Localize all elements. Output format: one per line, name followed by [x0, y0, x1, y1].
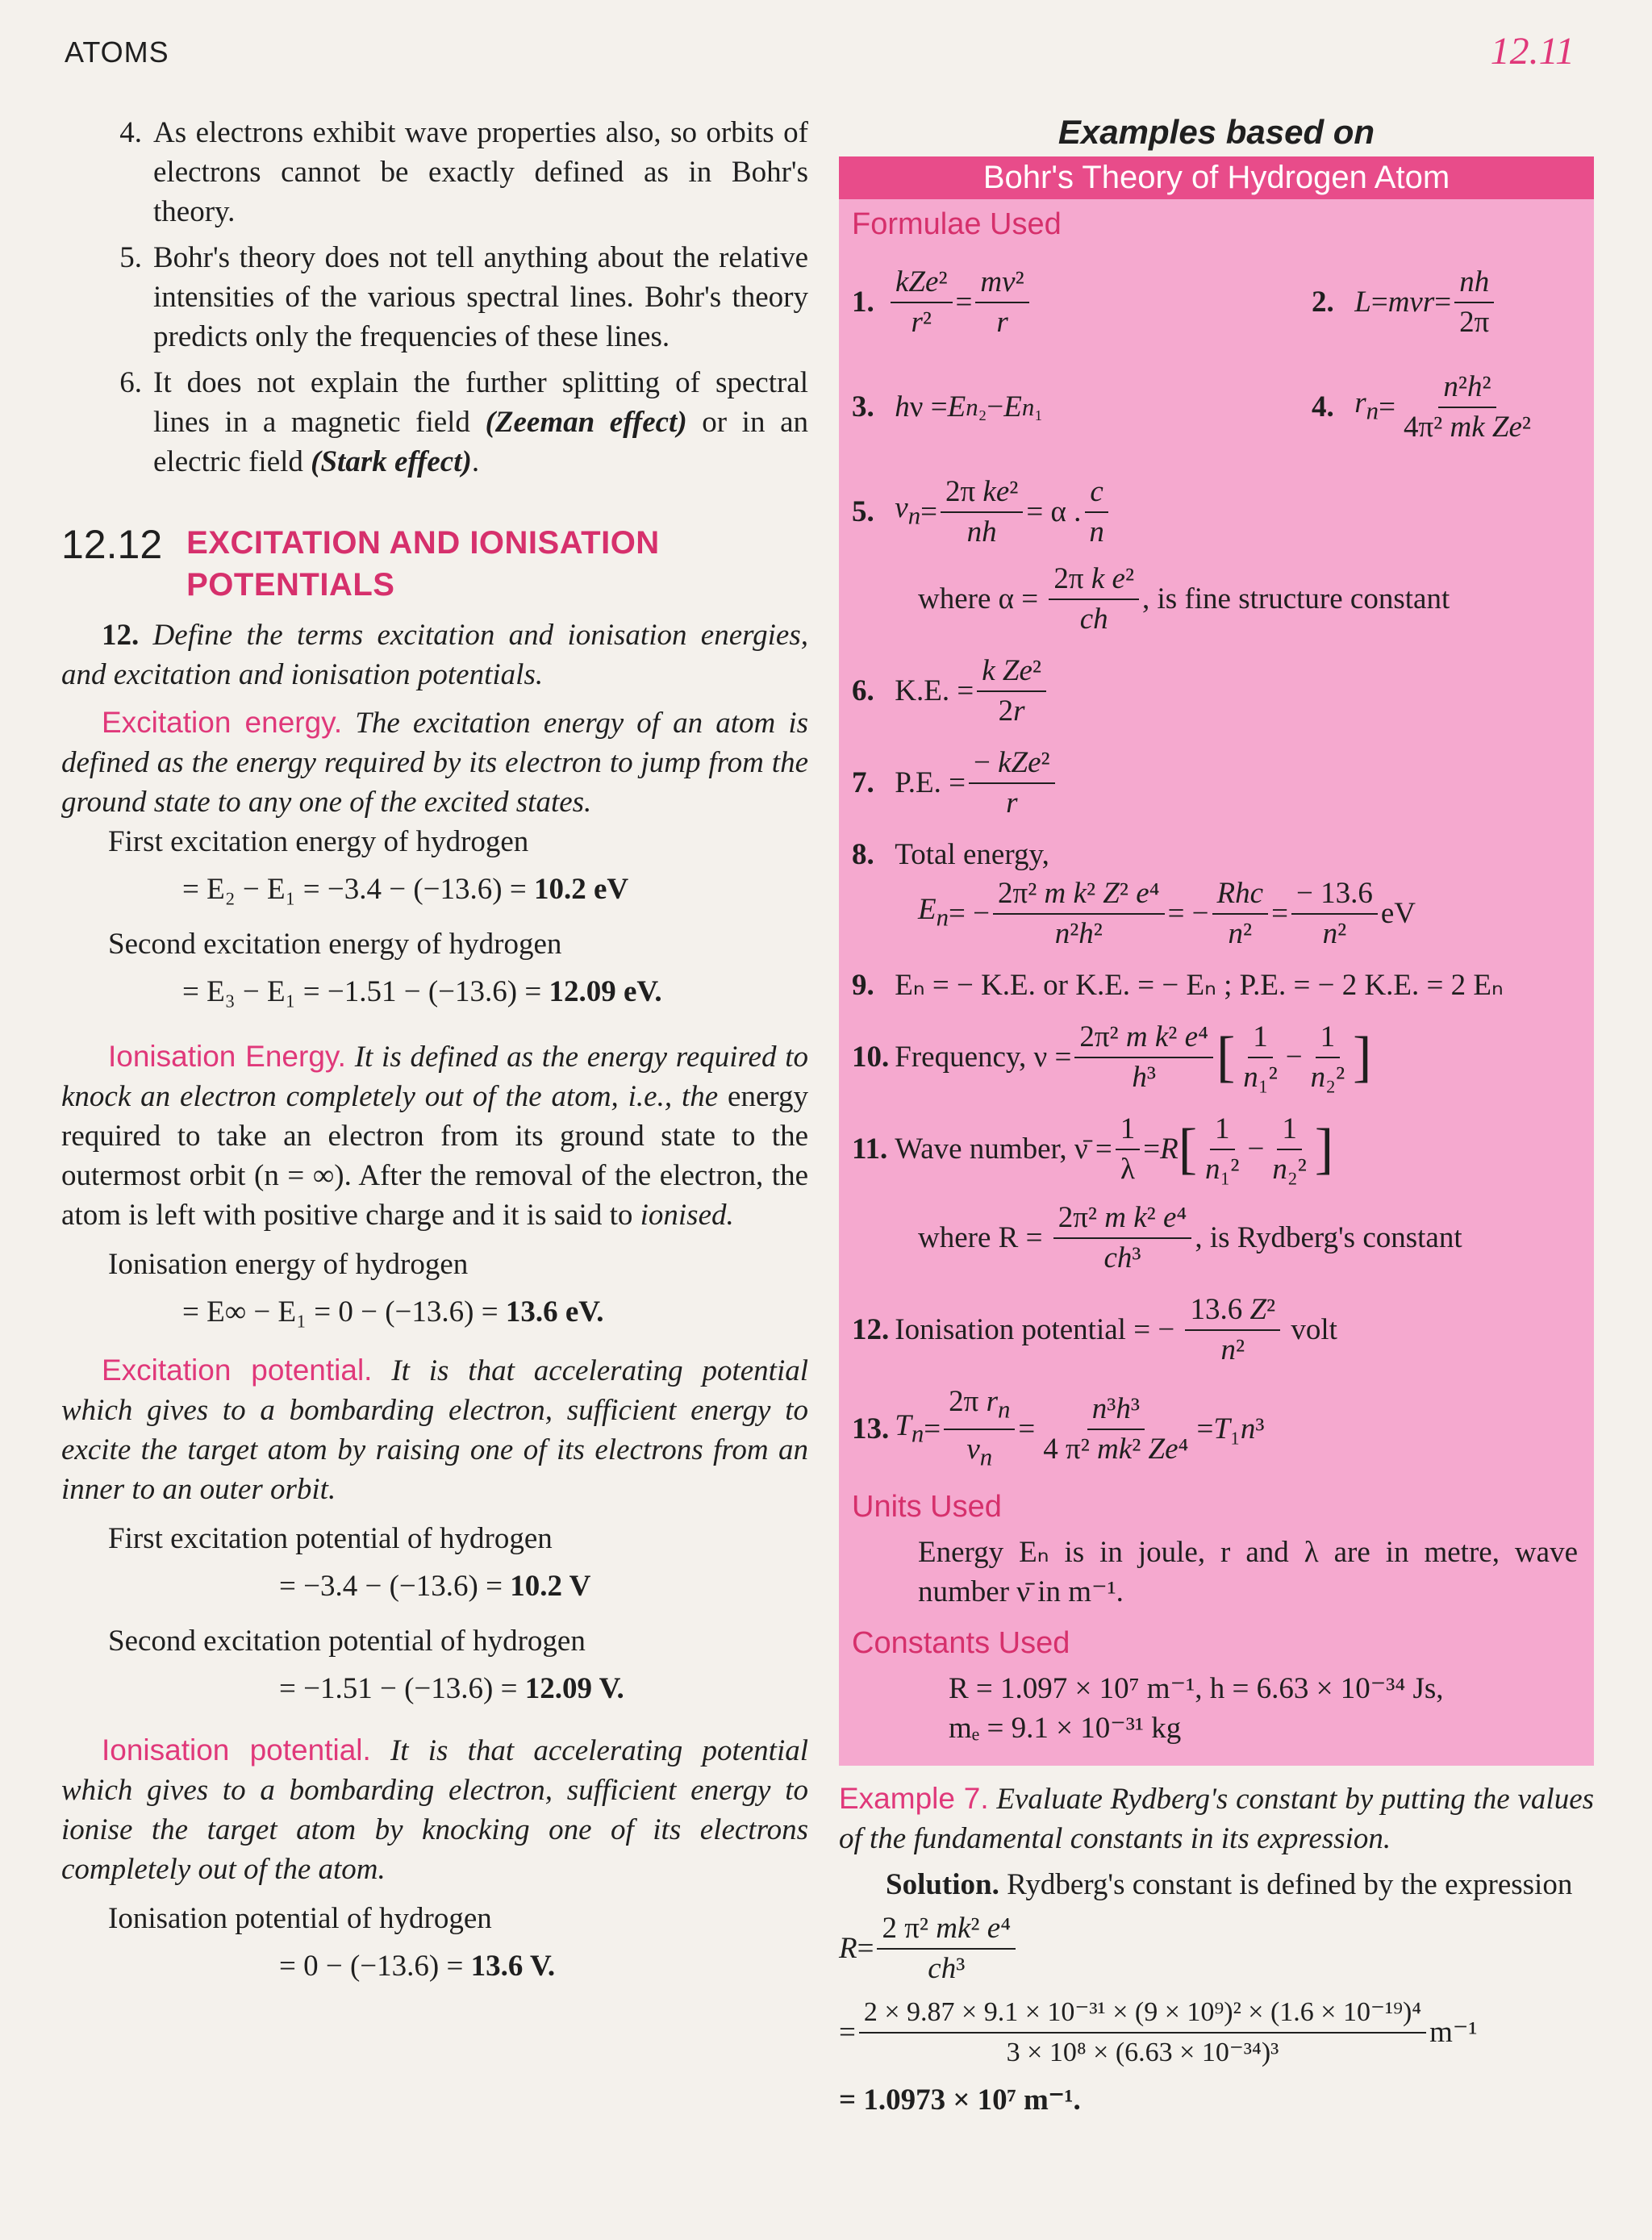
- formulae-heading: Formulae Used: [852, 207, 1062, 241]
- formula-9: 9. Eₙ = − K.E. or K.E. = − Eₙ ; P.E. = − 2 K.E. = 2 Eₙ: [852, 969, 1504, 1002]
- rydberg-expression: R = 2 π² mk² e⁴ ch³: [839, 1909, 1594, 1988]
- question: 12. Define the terms excitation and ionisation energies, and excitation and ionisation potentials.: [61, 619, 808, 691]
- second-excitation-potential-eq: = −1.51 − (−13.6) = 12.09 V.: [279, 1672, 624, 1705]
- units-heading: Units Used: [852, 1489, 1002, 1524]
- ionisation-energy-def: Ionisation Energy. It is defined as the energy required to knock an electron completely out of the atom, i.e., the energy required to take an electron from its ground state to the outermost orbit (n = ∞). After the removal of the electron, the atom is left with positive charge and it is said to ionised.: [61, 1040, 809, 1232]
- ionisation-energy-eq: = E∞ − E₁ = 0 − (−13.6) = 13.6 eV.: [182, 1295, 604, 1329]
- fine-structure-line: where α = $\frac{\text{2π k e²}}{ch}$ , is fine structure constant: [852, 560, 1578, 639]
- rydberg-substitution: = 2 × 9.87 × 9.1 × 10⁻³¹ × (9 × 10⁹)² × (1.6 × 10⁻¹⁹)⁴ 3 × 10⁸ × (6.63 × 10⁻³⁴)³ m⁻¹: [839, 1993, 1594, 2072]
- formula-4: 4. $r_n$ = n²h² 4π² mk Ze²: [1312, 368, 1578, 447]
- formula-7: 7. P.E. = − kZe² r: [852, 744, 1578, 823]
- first-excitation-energy-eq: = E₂ − E₁ = −3.4 − (−13.6) = 10.2 eV: [182, 873, 629, 906]
- list-item: 6. It does not explain the further splitting of spectral lines in a magnetic field (Zeeman effect) or in an electric field (Stark effect).: [119, 366, 808, 478]
- list-item: 5. Bohr's theory does not tell anything about the relative intensities of the various spectral lines. Bohr's theory predicts only the frequencies of these lines.: [119, 241, 808, 353]
- rydberg-line: where R = $\frac{\text{2π² m k² e⁴}}{\text{ch³}}$ , is Rydberg's constant: [852, 1199, 1578, 1278]
- ionisation-potential-def: Ionisation potential. It is that accelerating potential which gives to a bombarding electron, sufficient energy to ionise the target atom by knocking one of its electrons completely out of the atom.: [61, 1733, 809, 1886]
- formula-8-eq: $E_n$ = − 2π² m k² Z² e⁴ n²h² = − Rhc n² = − 13.6 n² eV: [852, 874, 1578, 953]
- second-excitation-potential-label: Second excitation potential of hydrogen: [108, 1625, 586, 1658]
- chapter-title: ATOMS: [65, 35, 169, 69]
- ionisation-energy-label: Ionisation energy of hydrogen: [108, 1248, 469, 1281]
- right-column: [839, 113, 1594, 2120]
- formula-5: 5. $v_n$ = 2π ke² nh = α . c n: [852, 473, 1578, 552]
- excitation-potential-def: Excitation potential. It is that accelerating potential which gives to a bombarding electron, sufficient energy to excite the target atom by raising one of its electrons from an inner to an outer orbit.: [61, 1354, 809, 1506]
- first-excitation-potential-label: First excitation potential of hydrogen: [108, 1522, 553, 1555]
- constants-line-1: R = 1.097 × 10⁷ m⁻¹, h = 6.63 × 10⁻³⁴ Js,: [949, 1671, 1444, 1705]
- formula-6: 6. K.E. = k Ze² 2r: [852, 652, 1578, 731]
- formula-10: 10. Frequency, ν = $\frac{\text{2π² m k² e⁴}}{\text{h³}}$ [ 1 n₁² − 1 n₂² ]: [852, 1018, 1578, 1097]
- box-title: Bohr's Theory of Hydrogen Atom: [839, 156, 1594, 199]
- excitation-energy-def: Excitation energy. The excitation energy of an atom is defined as the energy required by its electron to jump from the ground state to any one of the excited states.: [61, 706, 808, 819]
- formula-box: [839, 156, 1594, 1766]
- formula-13: 13. $T_n$ = 2π $r_n$ $v_n$ = n³h³ 4 π² mk² Ze⁴ = T ₁ n ³: [852, 1383, 1578, 1477]
- formula-8: 8. Total energy,: [852, 838, 1049, 871]
- section-heading: 12.12 EXCITATION AND IONISATION POTENTIALS: [61, 522, 660, 603]
- second-excitation-energy-label: Second excitation energy of hydrogen: [108, 928, 562, 961]
- list-item: 4. As electrons exhibit wave properties also, so orbits of electrons cannot be exactly defined as in Bohr's theory.: [119, 116, 808, 228]
- ionisation-potential-label: Ionisation potential of hydrogen: [108, 1902, 492, 1935]
- second-excitation-energy-eq: = E₃ − E₁ = −1.51 − (−13.6) = 12.09 eV.: [182, 975, 662, 1008]
- rydberg-result: = 1.0973 × 10⁷ m⁻¹.: [839, 2083, 1081, 2117]
- formula-11: 11. Wave number, ν̄ = $\frac{1}{\lambda}$ = R [ 1 n₁² − 1 n₂² ]: [852, 1110, 1578, 1189]
- constants-line-2: mₑ = 9.1 × 10⁻³¹ kg: [949, 1711, 1182, 1745]
- box-title-top: Examples based on: [1058, 113, 1375, 151]
- ionisation-potential-eq: = 0 − (−13.6) = 13.6 V.: [279, 1950, 556, 1983]
- constants-heading: Constants Used: [852, 1625, 1070, 1660]
- units-text: Energy Eₙ is in joule, r and λ are in metre, wave number ν̄ in m⁻¹.: [918, 1535, 1578, 1608]
- formula-1: 1. kZe² r² = mv² r: [852, 263, 1032, 342]
- example-7: Example 7. Evaluate Rydberg's constant by putting the values of the fundamental constants in its expression. Solution. Rydberg's constant is defined by the expression R = 2 π² mk² e⁴ ch³ = 2 × 9.87 × 9.1 × 10⁻³¹ × (9 × 10⁹)² × (1.6 × 10⁻¹⁹)⁴ 3 × 10⁸ × (6.63 × 10⁻³⁴)³ m⁻¹ = 1.0973 × 10⁷ m⁻¹.: [839, 1779, 1594, 2120]
- first-excitation-energy-label: First excitation energy of hydrogen: [108, 825, 529, 858]
- left-column: [61, 113, 808, 1995]
- formula-12: 12. Ionisation potential = − $\frac{\text{13.6 Z²}}{\text{n²}}$ volt: [852, 1291, 1578, 1370]
- page-number: 12.11: [1490, 30, 1575, 73]
- first-excitation-potential-eq: = −3.4 − (−13.6) = 10.2 V: [279, 1570, 591, 1603]
- formula-2: 2. L = mvr = nh 2π: [1312, 263, 1578, 342]
- formula-3: 3. h ν = E n₂ − E n₁: [852, 390, 1044, 423]
